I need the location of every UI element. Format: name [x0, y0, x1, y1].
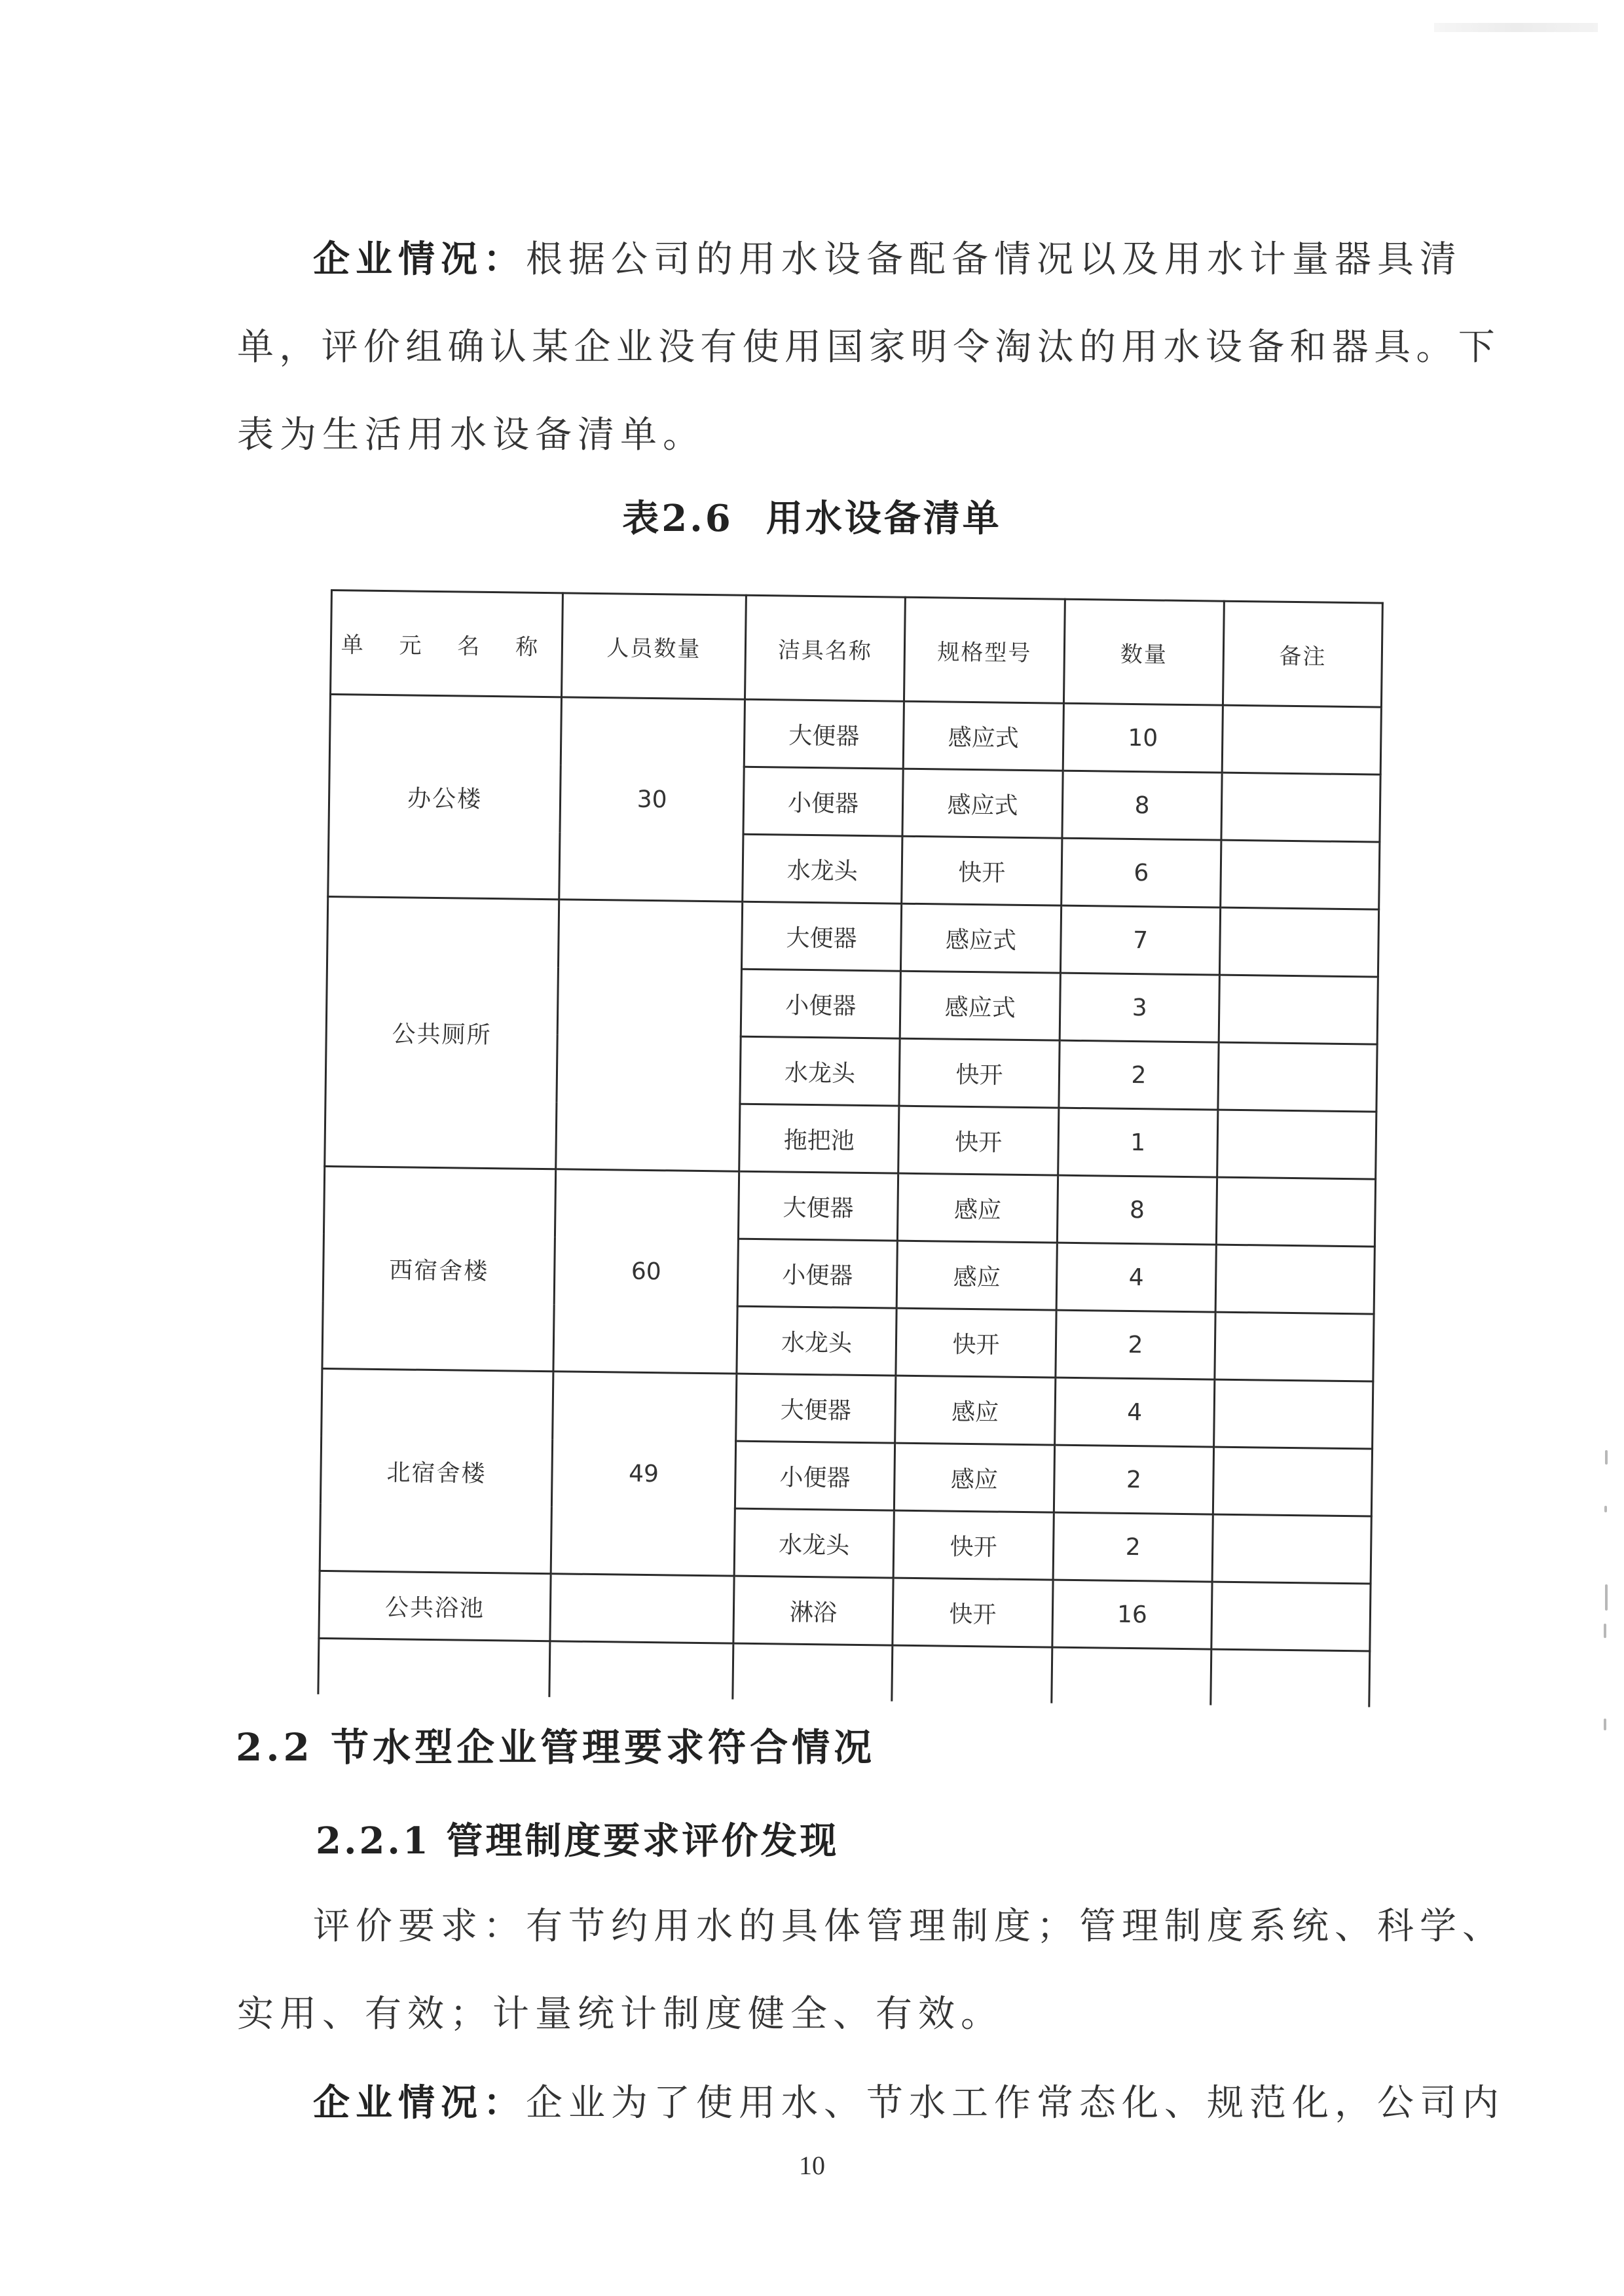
remarks-cell — [1221, 773, 1380, 842]
spec-cell: 快开 — [899, 1038, 1060, 1108]
table-row — [322, 1368, 1373, 1449]
table-caption-number: 表2.6 — [622, 497, 733, 540]
fixture-cell: 大便器 — [741, 902, 901, 971]
quantity-cell: 4 — [1056, 1243, 1216, 1312]
paragraph-1-line-3: 表为生活用水设备清单。 — [237, 414, 705, 456]
fixture-cell: 大便器 — [738, 1171, 898, 1241]
spec-cell: 感应 — [895, 1376, 1056, 1445]
spec-cell: 快开 — [893, 1510, 1054, 1580]
quantity-cell: 1 — [1058, 1108, 1218, 1177]
header-staff-count: 人员数量 — [562, 593, 747, 699]
header-quantity: 数量 — [1063, 599, 1224, 705]
staff-count-cell: 30 — [559, 697, 745, 902]
quantity-cell: 2 — [1056, 1310, 1215, 1379]
spec-cell: 感应式 — [903, 701, 1063, 771]
paragraph-1-line-2: 单，评价组确认某企业没有使用国家明令淘汰的用水设备和器具。下 — [237, 326, 1500, 369]
remarks-cell — [1211, 1582, 1371, 1651]
staff-count-cell: 60 — [553, 1169, 739, 1374]
quantity-cell: 8 — [1062, 771, 1222, 840]
quantity-cell: 8 — [1057, 1175, 1217, 1245]
remarks-cell — [1217, 1110, 1376, 1179]
fixture-cell: 小便器 — [737, 1239, 897, 1308]
unit-name-cell: 公共厕所 — [325, 896, 559, 1169]
spec-cell: 感应 — [896, 1241, 1057, 1310]
remarks-cell — [1221, 840, 1380, 909]
spec-cell: 感应式 — [900, 903, 1061, 973]
paragraph-1-lead: 企业情况： — [313, 238, 526, 281]
spec-cell: 感应式 — [900, 971, 1060, 1040]
paragraph-1-line-1 — [313, 237, 1462, 283]
fixture-cell: 大便器 — [744, 699, 904, 769]
spec-cell: 快开 — [902, 836, 1062, 905]
paragraph-3-line-1 — [313, 2081, 1505, 2126]
empty-cell — [318, 1638, 550, 1697]
remarks-cell — [1215, 1312, 1374, 1381]
remarks-cell — [1222, 705, 1381, 774]
scan-artifact — [1604, 1624, 1606, 1638]
equipment-table-wrapper — [317, 589, 1384, 1707]
remarks-cell — [1215, 1245, 1375, 1314]
spec-cell: 感应 — [897, 1173, 1058, 1243]
remarks-cell — [1213, 1447, 1372, 1516]
fixture-cell: 水龙头 — [740, 1036, 900, 1106]
scan-artifact — [1605, 1450, 1608, 1465]
staff-count-cell — [556, 900, 743, 1171]
quantity-cell: 7 — [1060, 905, 1220, 975]
scan-artifact — [1605, 1584, 1608, 1611]
scan-artifact — [1604, 1506, 1607, 1512]
fixture-cell: 水龙头 — [737, 1306, 896, 1376]
empty-cell — [549, 1641, 733, 1700]
spec-cell: 感应式 — [902, 769, 1063, 838]
spec-cell: 快开 — [896, 1308, 1056, 1377]
header-spec-model: 规格型号 — [904, 597, 1065, 703]
paragraph-2-line-1: 评价要求：有节约用水的具体管理制度；管理制度系统、科学、 — [313, 1905, 1505, 1948]
unit-name-cell: 西宿舍楼 — [322, 1166, 556, 1371]
header-remarks: 备注 — [1223, 601, 1382, 707]
paragraph-2-line-2: 实用、有效；计量统计制度健全、有效。 — [237, 1993, 1003, 2035]
spec-cell: 快开 — [893, 1578, 1053, 1647]
unit-name-cell: 办公楼 — [328, 695, 562, 900]
remarks-cell — [1212, 1514, 1371, 1584]
empty-cell — [1211, 1649, 1370, 1707]
paragraph-3-lead: 企业情况： — [313, 2082, 526, 2124]
subsection-heading: 2.2.1 管理制度要求评价发现 — [316, 1819, 840, 1863]
remarks-cell — [1218, 1042, 1377, 1112]
empty-cell — [733, 1643, 893, 1701]
section-heading: 2.2 节水型企业管理要求符合情况 — [236, 1725, 876, 1770]
scan-smudge — [1434, 23, 1598, 32]
quantity-cell: 10 — [1063, 703, 1223, 773]
quantity-cell: 2 — [1053, 1512, 1213, 1582]
fixture-cell: 小便器 — [743, 767, 903, 836]
fixture-cell: 水龙头 — [743, 834, 902, 903]
table-row — [323, 1166, 1375, 1247]
spec-cell: 快开 — [898, 1106, 1059, 1175]
table-row — [329, 695, 1381, 775]
fixture-cell: 淋浴 — [733, 1576, 893, 1645]
fixture-cell: 小便器 — [735, 1441, 895, 1510]
scan-artifact — [1604, 1719, 1606, 1730]
staff-count-cell: 49 — [551, 1372, 737, 1576]
table-caption — [0, 490, 1624, 542]
table-row — [319, 1571, 1371, 1651]
fixture-cell: 大便器 — [736, 1374, 896, 1443]
remarks-cell — [1216, 1177, 1375, 1247]
quantity-cell: 2 — [1059, 1040, 1219, 1110]
quantity-cell: 2 — [1054, 1445, 1213, 1514]
table-row — [327, 896, 1379, 977]
table-caption-title: 用水设备清单 — [766, 497, 1002, 540]
remarks-cell — [1219, 907, 1378, 977]
empty-cell — [1052, 1647, 1211, 1705]
unit-name-cell: 北宿舍楼 — [320, 1368, 553, 1573]
empty-cell — [892, 1645, 1052, 1703]
paragraph-3-text: 企业为了使用水、节水工作常态化、规范化，公司内 — [526, 2082, 1505, 2124]
unit-name-cell: 公共浴池 — [319, 1571, 551, 1641]
remarks-cell — [1219, 975, 1378, 1044]
header-unit-name: 单 元 名 称 — [331, 591, 563, 697]
table-continuation-row — [318, 1638, 1370, 1707]
quantity-cell: 6 — [1061, 838, 1221, 907]
table-header-row — [331, 591, 1383, 708]
fixture-cell: 拖把池 — [739, 1104, 899, 1173]
fixture-cell: 水龙头 — [734, 1508, 894, 1578]
water-equipment-table — [317, 589, 1384, 1707]
paragraph-1-text: 根据公司的用水设备配备情况以及用水计量器具清 — [526, 238, 1462, 281]
remarks-cell — [1214, 1379, 1373, 1449]
quantity-cell: 16 — [1052, 1580, 1212, 1649]
quantity-cell: 3 — [1060, 973, 1219, 1042]
header-fixture-name: 洁具名称 — [745, 595, 905, 701]
fixture-cell: 小便器 — [741, 969, 900, 1038]
spec-cell: 感应 — [894, 1443, 1054, 1512]
page-number: 10 — [799, 2151, 825, 2180]
staff-count-cell — [550, 1574, 734, 1643]
quantity-cell: 4 — [1055, 1377, 1215, 1447]
